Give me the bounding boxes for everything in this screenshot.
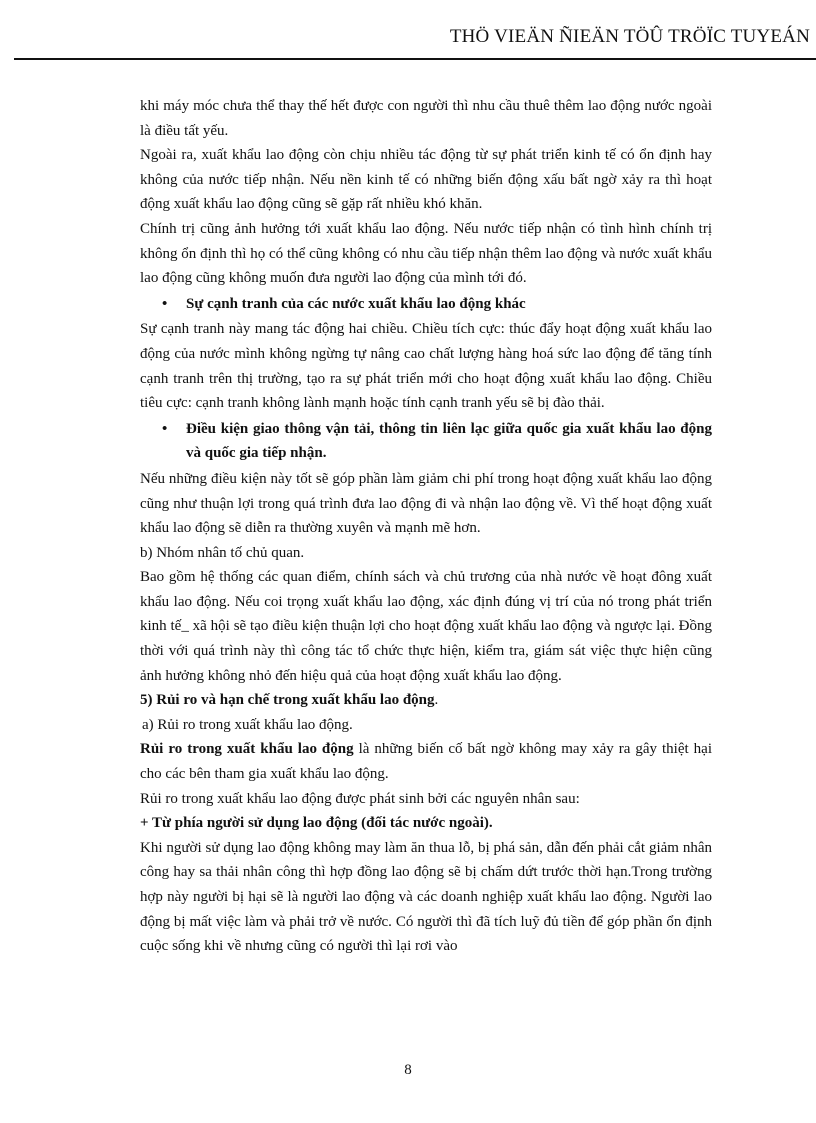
page-number: 8 [404, 1062, 412, 1078]
paragraph: khi máy móc chưa thể thay thế hết được con người thì nhu cầu thuê thêm lao động nước ngoài là điều tất yếu. [140, 98, 712, 139]
bullet-icon: • [162, 420, 168, 437]
bullet-heading [162, 292, 712, 317]
paragraph: Nếu những điều kiện này tốt sẽ góp phần làm giảm chi phí trong hoạt động xuất khẩu lao động cũng như thuận lợi trong quá trình đưa lao động đi và nhận lao động về. Vì thế hoạt động xuất khẩu lao động sẽ diễn ra thường xuyên và mạnh mẽ hơn. [140, 470, 712, 537]
subheading: a) Rủi ro trong xuất khẩu lao động. [142, 716, 353, 733]
bullet-heading [162, 417, 712, 466]
subheading: b) Nhóm nhân tố chủ quan. [140, 544, 305, 561]
page-header-title: THÖ VIEÄN ÑIEÄN TÖÛ TRÖÏC TUYEÁN [449, 26, 810, 47]
definition-text: là những biến cố bất ngờ không may xảy ra gây thiệt hại cho các bên tham gia xuất khẩu lao động. [140, 741, 712, 783]
paragraph: Khi người sử dụng lao động không may làm ăn thua lỗ, bị phá sản, dẫn đến phải cắt giảm nhân công hay sa thải nhân công thì hợp đồng lao động sẽ bị chấm dứt trước thời hạn.Trong trường hợp này người bị hại sẽ là người lao động và các doanh nghiệp xuất khẩu lao động. Người lao động bị mất việc làm và phải trở về nước. Có người thì đã tích luỹ đủ tiền để góp phần ổn định cuộc sống khi về nhưng cũng có người thì lại rơi vào [140, 839, 712, 955]
paragraph [140, 737, 712, 786]
paragraph: Ngoài ra, xuất khẩu lao động còn chịu nhiều tác động từ sự phát triển kinh tế có ổn định hay không của nước tiếp nhận. Nếu nền kinh tế có những biến động xấu bất ngờ xảy ra thì hoạt động xuất khẩu lao động cũng sẽ gặp rất nhiều khó khăn. [140, 147, 712, 213]
section-heading-period: . [434, 692, 439, 709]
paragraph: Sự cạnh tranh này mang tác động hai chiều. Chiều tích cực: thúc đẩy hoạt động xuất khẩu lao động của nước mình không ngừng tự nâng cao chất lượng hàng hoá sức lao động để tăng tính cạnh tranh trên thị trường, tạo ra sự phát triển mới cho hoạt động xuất khẩu lao động. Chiều tiêu cực: cạnh tranh không lành mạnh hoặc tính cạnh tranh yếu sẽ bị đào thải. [140, 321, 712, 412]
paragraph: Rủi ro trong xuất khẩu lao động được phát sinh bởi các nguyên nhân sau: [140, 790, 580, 807]
document-body [140, 94, 712, 959]
paragraph: Chính trị cũng ảnh hưởng tới xuất khẩu lao động. Nếu nước tiếp nhận có tình hình chính trị không ổn định thì họ có thể cũng không có nhu cầu tiếp nhận thêm lao động và nước xuất khẩu lao động cũng không muốn đưa người lao động của mình tới đó. [140, 220, 712, 287]
section-heading-text: 5) Rủi ro và hạn chế trong xuất khẩu lao động [140, 692, 435, 709]
section-heading [140, 688, 712, 713]
bullet-icon: • [162, 295, 168, 312]
term-definition: Rủi ro trong xuất khẩu lao động [140, 741, 354, 758]
bullet-heading-text: Sự cạnh tranh của các nước xuất khẩu lao động khác [186, 295, 526, 312]
paragraph: Bao gồm hệ thống các quan điểm, chính sách và chủ trương của nhà nước về hoạt đông xuất khẩu lao động. Nếu coi trọng xuất khẩu lao động, xác định đúng vị trí của nó trong phát triển kinh tế_ xã hội sẽ tạo điều kiện thuận lợi cho hoạt động xuất khẩu lao động và ngược lại. Đồng thời với quá trình này thì công tác tổ chức thực hiện, kiểm tra, giám sát việc thực hiện cũng ảnh hưởng không nhỏ đến hiệu quả của hoạt động xuất khẩu lao động. [140, 569, 712, 684]
bullet-heading-text: Điều kiện giao thông vận tải, thông tin liên lạc giữa quốc gia xuất khẩu lao động và quốc gia tiếp nhận. [186, 420, 712, 462]
subheading: + Từ phía người sử dụng lao động (đối tác nước ngoài). [140, 815, 493, 832]
header-rule [14, 58, 816, 60]
